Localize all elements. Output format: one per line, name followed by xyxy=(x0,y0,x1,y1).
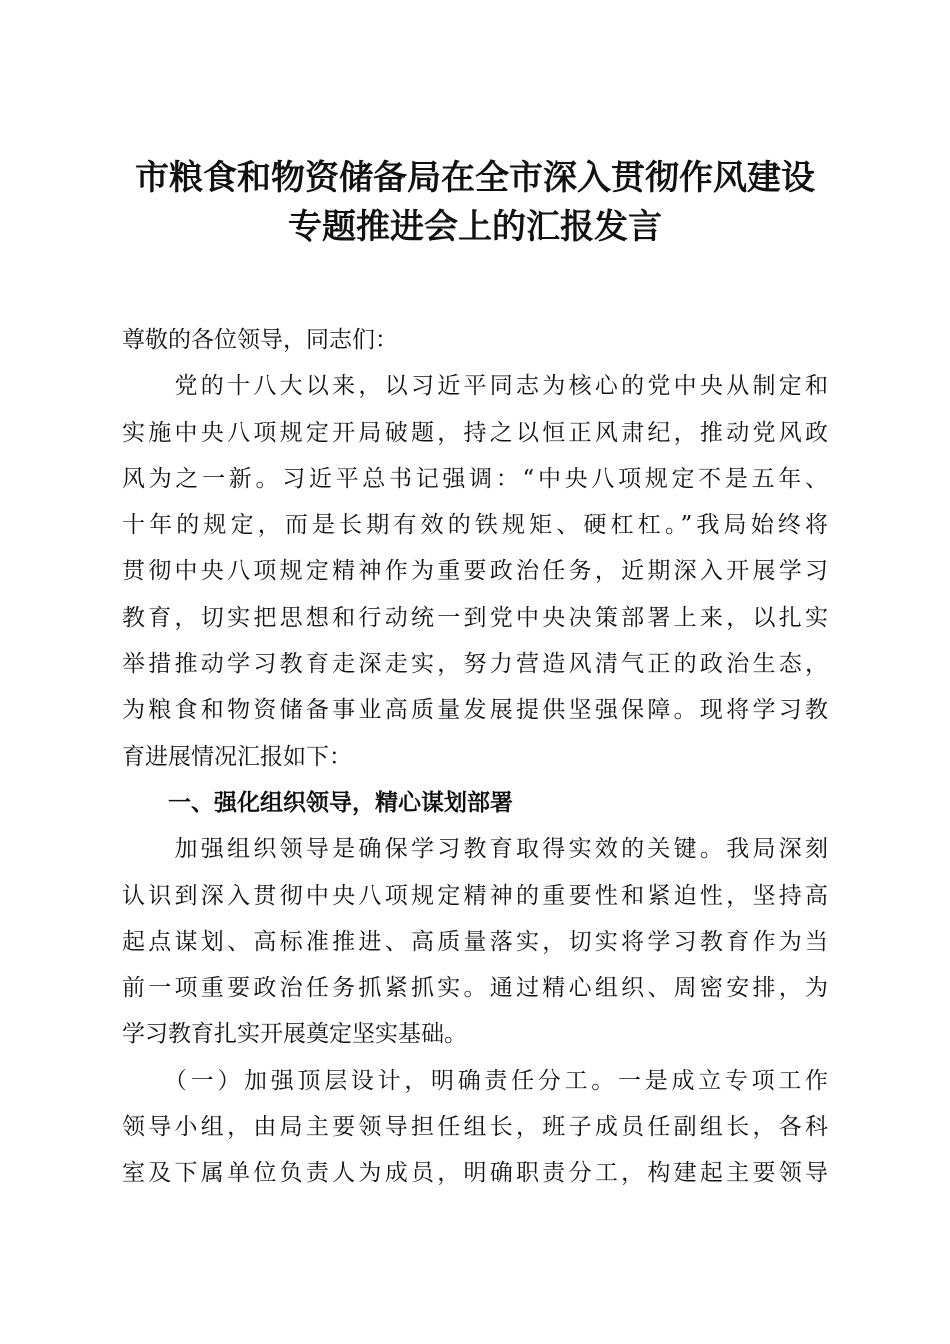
paragraph-line: 十年的规定，而是长期有效的铁规矩、硬杠杠。”我局始终将 xyxy=(122,512,828,539)
document-title-line-2: 专题推进会上的汇报发言 xyxy=(288,207,662,247)
paragraph-line: 实施中央八项规定开局破题，持之以恒正风肃纪，推动党风政 xyxy=(122,419,828,446)
paragraph-line: 贯彻中央八项规定精神作为重要政治任务，近期深入开展学习 xyxy=(122,558,828,585)
paragraph-line: （一）加强顶层设计，明确责任分工。一是成立专项工作 xyxy=(122,1067,828,1094)
paragraph-line: 育进展情况汇报如下： xyxy=(122,743,352,770)
paragraph-line: 为粮食和物资储备事业高质量发展提供坚强保障。现将学习教 xyxy=(122,697,828,724)
paragraph-line: 室及下属单位负责人为成员，明确职责分工，构建起主要领导 xyxy=(122,1160,828,1187)
paragraph-line: 举措推动学习教育走深走实，努力营造风清气正的政治生态， xyxy=(122,651,828,678)
paragraph-line: 起点谋划、高标准推进、高质量落实，切实将学习教育作为当 xyxy=(122,928,828,955)
paragraph-line: 领导小组，由局主要领导担任组长，班子成员任副组长，各科 xyxy=(122,1114,828,1141)
paragraph-line: 学习教育扎实开展奠定坚实基础。 xyxy=(122,1021,467,1048)
paragraph-line: 风为之一新。习近平总书记强调：“中央八项规定不是五年、 xyxy=(122,465,828,492)
paragraph-line: 认识到深入贯彻中央八项规定精神的重要性和紧迫性，坚持高 xyxy=(122,882,828,909)
paragraph-line: 教育，切实把思想和行动统一到党中央决策部署上来，以扎实 xyxy=(122,604,828,631)
paragraph-line: 前一项重要政治任务抓紧抓实。通过精心组织、周密安排，为 xyxy=(122,975,828,1002)
document-title-line-1: 市粮食和物资储备局在全市深入贯彻作风建设 xyxy=(135,158,815,198)
paragraph-line: 党的十八大以来，以习近平同志为核心的党中央从制定和 xyxy=(122,373,828,400)
salutation: 尊敬的各位领导，同志们： xyxy=(122,327,398,353)
paragraph-line: 加强组织领导是确保学习教育取得实效的关键。我局深刻 xyxy=(122,836,828,863)
document-body xyxy=(122,317,828,1197)
section-heading: 一、强化组织领导，精心谋划部署 xyxy=(122,789,513,816)
